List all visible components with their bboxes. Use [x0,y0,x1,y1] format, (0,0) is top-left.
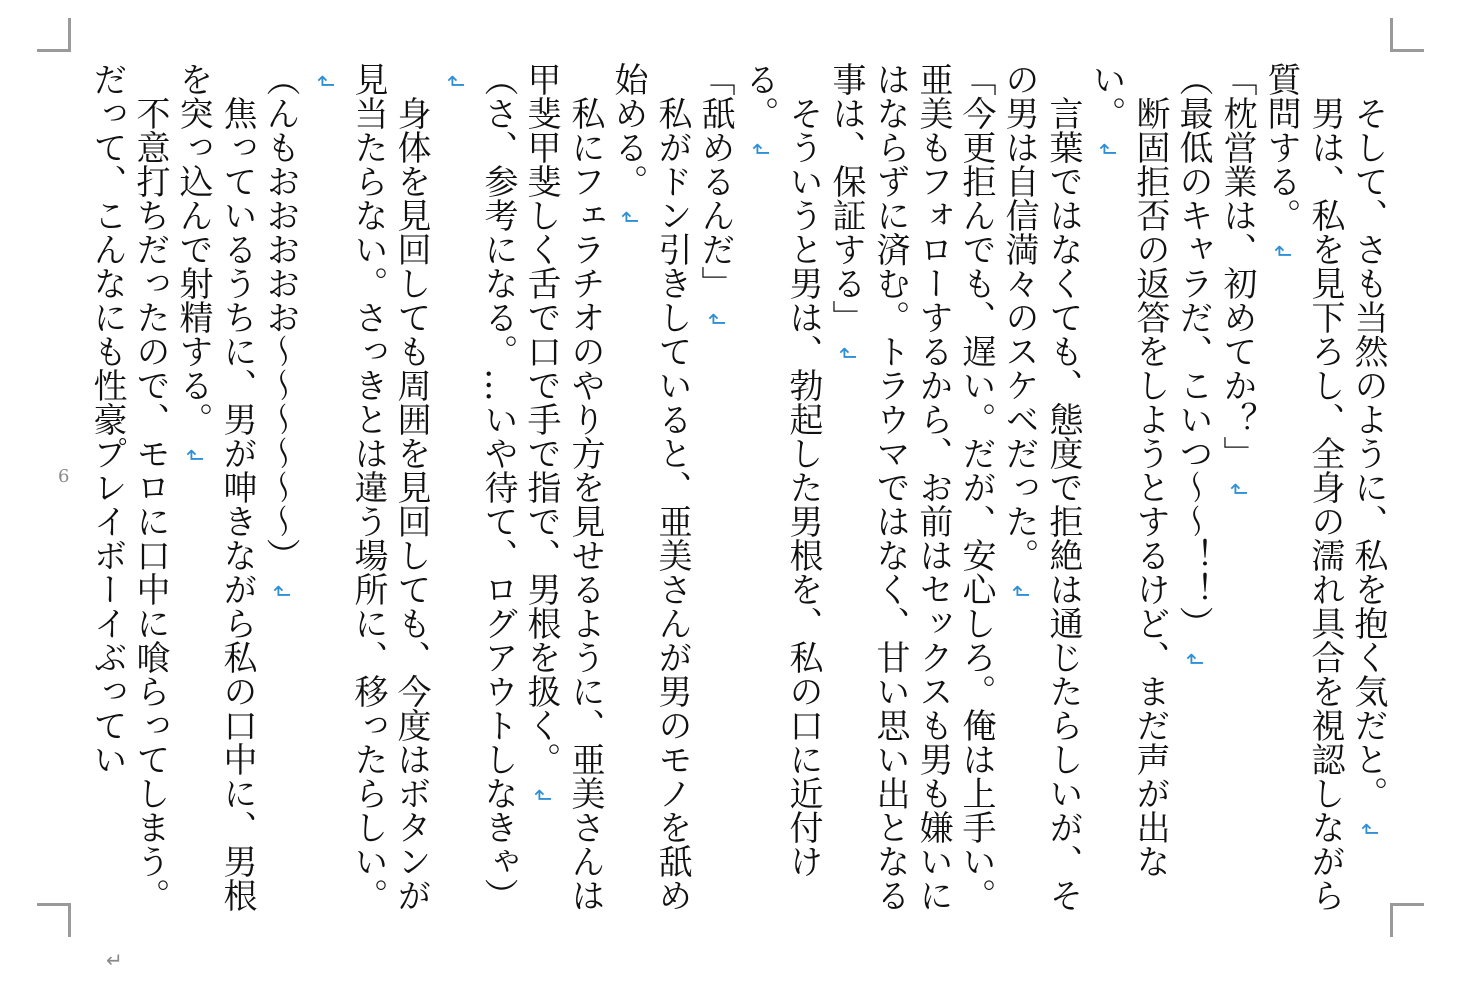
paragraph [1171,62,1215,914]
paragraph-mark-icon: ↲ [1094,140,1119,159]
paragraph-mark-icon: ↲ [312,72,337,91]
vertical-text-area[interactable] [84,62,1390,914]
text-columns [84,62,1390,914]
paragraph-text: 焦っているうちに、男が呻きながら私の口中に、男根を突っ込んで射精する。 [173,62,257,912]
paragraph-text: 断固拒否の返答をしようとするけど、まだ声が出ない。 [1086,62,1170,878]
crop-mark-top-left [37,18,71,52]
paragraph-text: そして、さも当然のように、私を抱く気だと。 [1348,62,1388,810]
paragraph [432,62,519,914]
paragraph-text: 「舐めるんだ」 [695,62,735,300]
paragraph [1346,62,1390,914]
paragraph-mark-icon: ↲ [1356,820,1381,839]
paragraph-text: （んもおおおおお〜〜〜〜〜〜） [260,62,300,572]
paragraph [1259,62,1346,914]
paragraph [693,62,737,914]
paragraph-text: 言葉ではなくても、態度で拒絶は通じたらしいが、その男は自信満々のスケベだった。 [999,62,1083,912]
paragraph [824,62,997,914]
paragraph-mark-icon: ↲ [703,310,728,329]
paragraph [258,62,302,914]
paragraph [1084,62,1171,914]
paragraph-text: 「今更拒んでも、遅い。だが、安心しろ。俺は上手い。亜美もフォローするから、お前はセックスも男も嫌いにはならずに済む。トラウマではなく、甘い思い出となる事は、保証する」 [826,62,996,912]
paragraph-text: 私にフェラチオのやり方を見せるように、亜美さんは甲斐甲斐しく舌で口で手で指で、男根を扱く。 [521,62,605,912]
paragraph [606,62,693,914]
paragraph-mark-icon: ↲ [181,446,206,465]
paragraph [85,62,171,914]
paragraph-text: そういうと男は、勃起した男根を、私の口に近付ける。 [739,62,823,878]
paragraph-text: 「枕営業は、初めてか？」 [1217,62,1257,470]
crop-mark-bottom-right [1390,903,1424,937]
paragraph-text: （最低のキャラだ、こいつ〜〜！！） [1173,62,1213,640]
crop-mark-bottom-left [37,903,71,937]
paragraph [737,62,824,914]
paragraph [302,62,432,914]
paragraph-mark-icon: ↲ [1007,582,1032,601]
paragraph-text: （さ、参考になる。…いや待て、ログアウトしなきゃ） [478,62,518,912]
paragraph-text: 不意打ちだったので、モロに口中に喰らってしまう。だって、こんなにも性豪プレイボーイぶってい [87,62,170,912]
page-number: 6 [58,466,70,487]
paragraph-mark-icon: ↲ [442,72,467,91]
paragraph [519,62,606,914]
paragraph-mark-icon: ↲ [616,208,641,227]
paragraph-text: 身体を見回しても周囲を見回しても、今度はボタンが見当たらない。さっきとは違う場所に、移ったらしい。 [348,62,431,912]
paragraph-mark-icon: ↲ [834,344,859,363]
crop-mark-top-right [1390,18,1424,52]
paragraph-text: 男は、私を見下ろし、全身の濡れ具合を視認しながら質問する。 [1261,62,1345,912]
paragraph-mark-icon: ↲ [1225,480,1250,499]
paragraph-mark-icon: ↲ [1181,650,1206,669]
paragraph [171,62,258,914]
paragraph-mark-icon: ↲ [268,582,293,601]
paragraph [997,62,1084,914]
paragraph-text: 私がドン引きしていると、亜美さんが男のモノを舐め始める。 [608,62,692,912]
paragraph-mark-icon: ↲ [1269,242,1294,261]
paragraph-mark-icon: ↲ [747,140,772,159]
paragraph-mark-icon: ↲ [529,786,554,805]
paragraph [1215,62,1259,914]
end-of-document-mark: ↵ [106,948,123,972]
